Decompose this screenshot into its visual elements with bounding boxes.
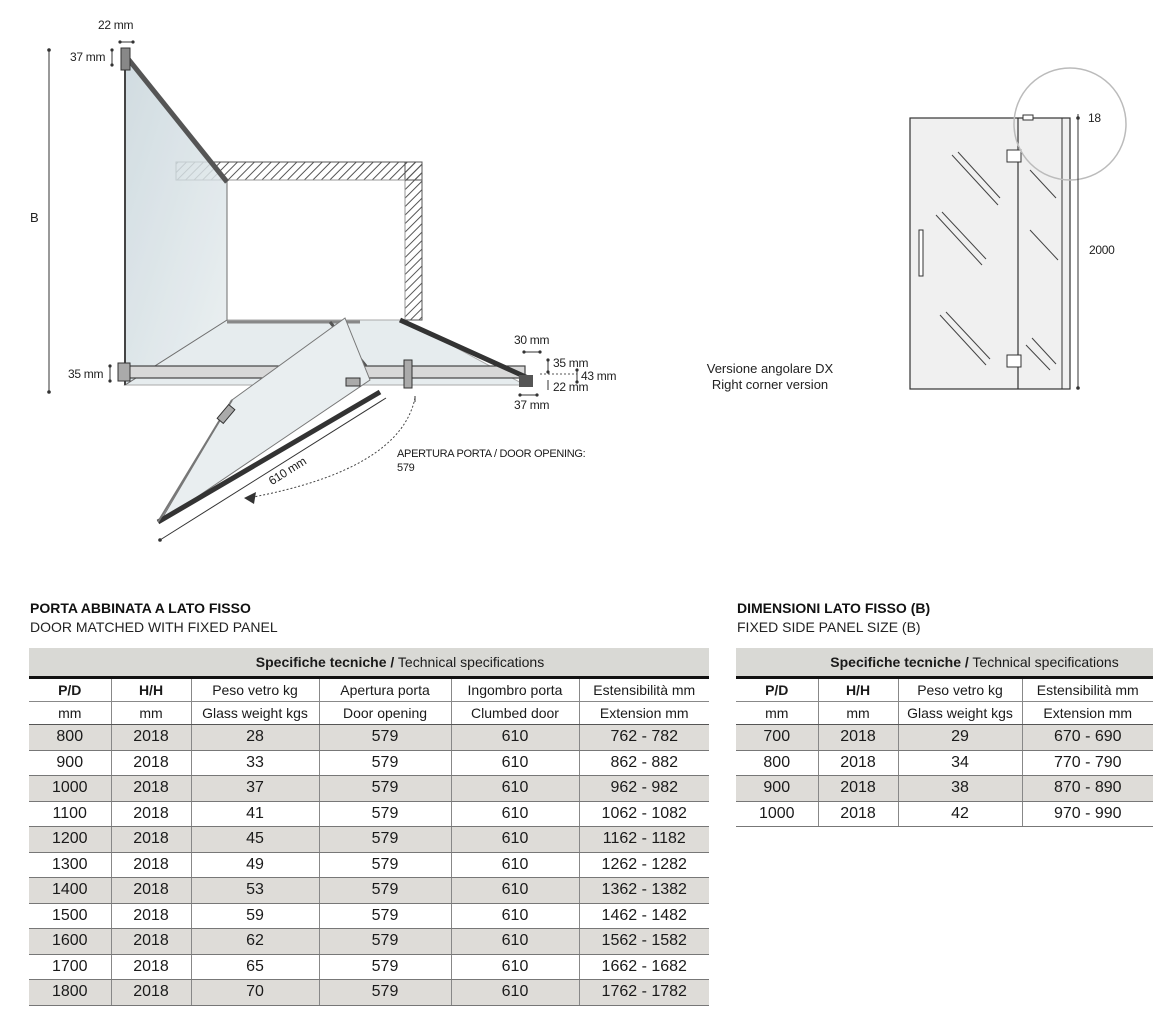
cell: 1500 <box>29 903 111 929</box>
right-section-subtitle: FIXED SIDE PANEL SIZE (B) <box>737 619 921 635</box>
band-bold: Specifiche tecniche / <box>830 654 969 670</box>
cell: 2018 <box>111 776 191 802</box>
left-spec-table <box>29 648 709 1006</box>
cell: 1762 - 1782 <box>579 980 709 1006</box>
table-row <box>29 852 709 878</box>
col-header: Ingombro porta <box>451 678 579 702</box>
dim-right-37: 37 mm <box>514 398 550 412</box>
cell: 33 <box>191 750 319 776</box>
cell: 1362 - 1382 <box>579 878 709 904</box>
table-row <box>736 776 1153 802</box>
cell: 770 - 790 <box>1022 750 1153 776</box>
cell: 800 <box>736 750 818 776</box>
col-header: Apertura porta <box>319 678 451 702</box>
cell: 28 <box>191 725 319 751</box>
cell: 610 <box>451 980 579 1006</box>
cell: 579 <box>319 903 451 929</box>
table-row <box>29 725 709 751</box>
left-section-title: PORTA ABBINATA A LATO FISSO <box>30 600 251 616</box>
col-header: Estensibilità mm <box>1022 678 1153 702</box>
cell: 579 <box>319 776 451 802</box>
cell: 1600 <box>29 929 111 955</box>
cell: 610 <box>451 725 579 751</box>
cell: 1400 <box>29 878 111 904</box>
cell: 610 <box>451 903 579 929</box>
cell: 2018 <box>111 980 191 1006</box>
door-opening-label <box>397 447 585 475</box>
cell: 1000 <box>736 801 818 827</box>
col-header: H/H <box>111 678 191 702</box>
door-opening-value: 579 <box>397 462 415 474</box>
col-unit: mm <box>29 702 111 725</box>
cell: 2018 <box>111 903 191 929</box>
cell: 2018 <box>818 776 898 802</box>
cell: 2018 <box>111 878 191 904</box>
table-row <box>29 827 709 853</box>
cell: 1662 - 1682 <box>579 954 709 980</box>
cell: 610 <box>451 776 579 802</box>
dim-right-30: 30 mm <box>514 333 550 347</box>
cell: 2018 <box>818 750 898 776</box>
cell: 29 <box>898 725 1022 751</box>
col-unit: Glass weight kgs <box>898 702 1022 725</box>
dim-height-b: B <box>30 210 39 225</box>
col-header: Estensibilità mm <box>579 678 709 702</box>
right-spec-table <box>736 648 1153 827</box>
cell: 700 <box>736 725 818 751</box>
cell: 900 <box>29 750 111 776</box>
col-header: Peso vetro kg <box>898 678 1022 702</box>
cell: 579 <box>319 801 451 827</box>
table-row <box>736 725 1153 751</box>
cell: 37 <box>191 776 319 802</box>
table-row <box>29 903 709 929</box>
cell: 2018 <box>111 852 191 878</box>
cell: 800 <box>29 725 111 751</box>
cell: 579 <box>319 750 451 776</box>
col-unit: Extension mm <box>1022 702 1153 725</box>
cell: 65 <box>191 954 319 980</box>
col-header: P/D <box>736 678 818 702</box>
table-row <box>29 878 709 904</box>
cell: 1062 - 1082 <box>579 801 709 827</box>
table-row <box>29 980 709 1006</box>
cell: 1300 <box>29 852 111 878</box>
cell: 2018 <box>111 801 191 827</box>
cell: 53 <box>191 878 319 904</box>
table-row <box>29 954 709 980</box>
cell: 1200 <box>29 827 111 853</box>
right-table-band <box>736 648 1153 678</box>
cell: 579 <box>319 954 451 980</box>
cell: 41 <box>191 801 319 827</box>
dim-door-width: 610 mm <box>266 453 309 488</box>
shower-corner-drawing <box>0 0 720 560</box>
cell: 2018 <box>111 725 191 751</box>
cell: 870 - 890 <box>1022 776 1153 802</box>
col-unit: Clumbed door <box>451 702 579 725</box>
table-row <box>736 750 1153 776</box>
cell: 1000 <box>29 776 111 802</box>
cell: 970 - 990 <box>1022 801 1153 827</box>
col-unit: mm <box>818 702 898 725</box>
version-caption-it: Versione angolare DX <box>706 361 834 376</box>
table-row <box>29 750 709 776</box>
cell: 610 <box>451 801 579 827</box>
dim-top-width: 22 mm <box>98 18 134 32</box>
cell: 2018 <box>111 827 191 853</box>
cell: 762 - 782 <box>579 725 709 751</box>
cell: 1462 - 1482 <box>579 903 709 929</box>
cell: 610 <box>451 878 579 904</box>
dim-right-35: 35 mm <box>553 356 589 370</box>
left-section-subtitle: DOOR MATCHED WITH FIXED PANEL <box>30 619 278 635</box>
band-bold: Specifiche tecniche / <box>255 654 395 670</box>
cell: 2018 <box>818 801 898 827</box>
col-unit: mm <box>111 702 191 725</box>
cell: 1700 <box>29 954 111 980</box>
cell: 70 <box>191 980 319 1006</box>
band-normal: Technical specifications <box>968 654 1119 670</box>
cell: 45 <box>191 827 319 853</box>
door-opening-text: APERTURA PORTA / DOOR OPENING: <box>397 448 586 460</box>
cell: 2018 <box>111 929 191 955</box>
col-header: H/H <box>818 678 898 702</box>
cell: 1800 <box>29 980 111 1006</box>
cell: 579 <box>319 929 451 955</box>
table-row <box>29 776 709 802</box>
cell: 2018 <box>818 725 898 751</box>
cell: 42 <box>898 801 1022 827</box>
cell: 1562 - 1582 <box>579 929 709 955</box>
cell: 579 <box>319 878 451 904</box>
cell: 34 <box>898 750 1022 776</box>
dim-right-22: 22 mm <box>553 380 589 394</box>
cell: 2018 <box>111 750 191 776</box>
cell: 1262 - 1282 <box>579 852 709 878</box>
cell: 610 <box>451 827 579 853</box>
version-caption <box>690 361 850 393</box>
dim-top-depth: 37 mm <box>70 50 106 64</box>
cell: 579 <box>319 725 451 751</box>
table-row <box>29 801 709 827</box>
cell: 610 <box>451 954 579 980</box>
cell: 862 - 882 <box>579 750 709 776</box>
dim-height-2000: 2000 <box>1089 243 1115 257</box>
cell: 59 <box>191 903 319 929</box>
cell: 1162 - 1182 <box>579 827 709 853</box>
dim-detail-18: 18 <box>1088 111 1101 125</box>
dim-right-43: 43 mm <box>581 369 617 383</box>
table-row <box>29 929 709 955</box>
col-header: Peso vetro kg <box>191 678 319 702</box>
cell: 579 <box>319 827 451 853</box>
cell: 610 <box>451 929 579 955</box>
cell: 2018 <box>111 954 191 980</box>
col-header: P/D <box>29 678 111 702</box>
left-table-band <box>29 648 709 678</box>
col-unit: Extension mm <box>579 702 709 725</box>
cell: 900 <box>736 776 818 802</box>
cell: 49 <box>191 852 319 878</box>
table-row <box>736 801 1153 827</box>
cell: 579 <box>319 980 451 1006</box>
cell: 1100 <box>29 801 111 827</box>
cell: 62 <box>191 929 319 955</box>
cell: 38 <box>898 776 1022 802</box>
col-unit: Door opening <box>319 702 451 725</box>
cell: 610 <box>451 852 579 878</box>
version-caption-en: Right corner version <box>711 377 829 392</box>
cell: 610 <box>451 750 579 776</box>
right-section-title: DIMENSIONI LATO FISSO (B) <box>737 600 931 616</box>
cell: 670 - 690 <box>1022 725 1153 751</box>
col-unit: mm <box>736 702 818 725</box>
dim-bottom-left: 35 mm <box>68 367 104 381</box>
cell: 962 - 982 <box>579 776 709 802</box>
cell: 579 <box>319 852 451 878</box>
band-normal: Technical specifications <box>394 654 545 670</box>
front-elevation-drawing <box>890 60 1150 405</box>
col-unit: Glass weight kgs <box>191 702 319 725</box>
